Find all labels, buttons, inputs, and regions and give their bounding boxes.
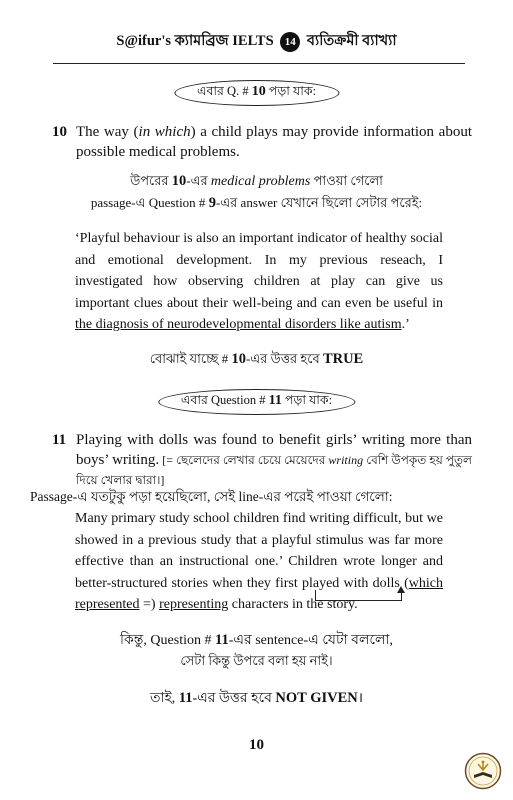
conclusion-line-1: কিন্তু, Question # 11-এর sentence-এ যেটা বললো, — [119, 632, 393, 648]
publisher-logo-icon — [464, 752, 502, 790]
answer-q11: তাই, 11-এর উত্তর হবে NOT GIVEN। — [149, 690, 364, 706]
passage-excerpt-2: Many primary study school children find writing difficult, but we showed in a previous study that a playful stimulus was far more effective than an instructional one.’ Children wrote longer and better-structured stories when they first played with dolls (which represented =) representing characters in the story. — [75, 511, 443, 612]
explanation-line-1: উপরের 10-এর medical problems পাওয়া গেলো — [130, 173, 383, 189]
explanation-line-2: passage-এ Question # 9-এর answer যেখানে ছিলো সেটার পরেই: — [90, 195, 423, 211]
question-text: Playing with dolls was found to benefit girls’ writing more than boys’ writing. [= ছেলেদের লেখার চেয়ে মেয়েদের writing বেশি উপকৃত হয় পুতুল দিয়ে খেলার দ্বারা।] — [76, 432, 472, 487]
question-number: 11 — [52, 432, 67, 448]
passage-excerpt-1: ‘Playful behaviour is also an important indicator of healthy social and emotional development. In my previous reseach, I investigated how observing children at play can give us important clues about their well-being and can even be useful in the diagnosis of neurodevelopmental disorders like autism.’ — [75, 231, 443, 332]
highlighted-phrase: which represented — [75, 575, 443, 612]
page-number: 10 — [249, 737, 264, 753]
question-text: The way (in which) a child plays may provide information about possible medical problems. — [76, 124, 472, 160]
answer-q10: বোঝাই যাচ্ছে # 10-এর উত্তর হবে TRUE — [149, 351, 364, 367]
highlighted-phrase: the diagnosis of neurodevelopmental disorders like autism — [75, 317, 402, 332]
highlighted-phrase: representing — [159, 597, 229, 612]
section-label-q10: এবার Q. # 10 পড়া যাক: — [174, 80, 339, 106]
page-header — [0, 30, 513, 60]
conclusion-line-2: সেটা কিন্তু উপরে বলা হয় নাই। — [180, 653, 333, 668]
question-number: 10 — [52, 124, 67, 140]
header-divider — [53, 63, 465, 64]
book-title: S@ifur's ক্যামব্রিজ IELTS — [116, 33, 274, 49]
section-label-q11: এবার Question # 11 পড়া যাক: — [158, 389, 355, 415]
book-subtitle: ব্যতিক্রমী ব্যাখ্যা — [306, 33, 397, 49]
passage-intro: Passage-এ যতটুকু পড়া হয়েছিলো, সেই line-এর পরেই পাওয়া গেলো: — [30, 489, 393, 504]
edition-badge: 14 — [280, 32, 300, 52]
